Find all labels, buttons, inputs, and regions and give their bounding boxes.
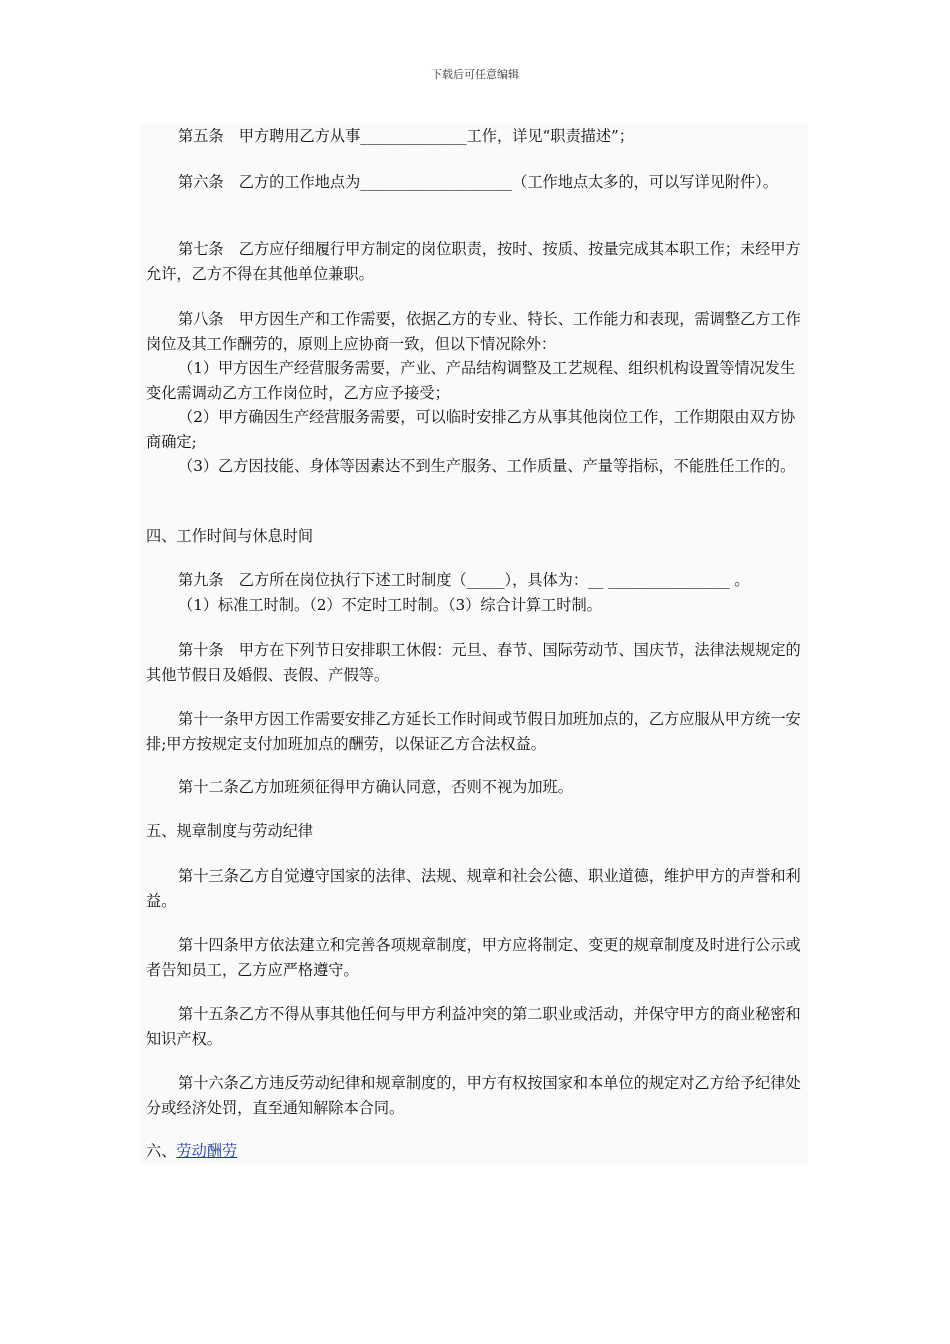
section-heading-5: 五、规章制度与劳动纪律	[146, 822, 314, 840]
document-body	[140, 124, 808, 1164]
article-9-options: （1）标准工时制。（2）不定时工时制。（3）综合计算工时制。	[178, 596, 602, 614]
section-heading-6-prefix: 六、	[146, 1142, 177, 1160]
article-8-item-2: （2）甲方确因生产经营服务需要，可以临时安排乙方从事其他岗位工作，工作期限由双方协商确定;	[146, 408, 796, 451]
section-heading-6	[146, 1139, 806, 1164]
article-8-item-3: （3）乙方因技能、身体等因素达不到生产服务、工作质量、产量等指标，不能胜任工作的。	[178, 457, 796, 475]
article-6: 第六条 乙方的工作地点为____________________（工作地点太多的，可以写详见附件）。	[178, 173, 778, 191]
labor-pay-link[interactable]: 劳动酬劳	[176, 1142, 238, 1160]
article-8: 第八条 甲方因生产和工作需要，依据乙方的专业、特长、工作能力和表现，需调整乙方工作岗位及其工作酬劳的，原则上应协商一致，但以下情况除外：	[146, 310, 801, 353]
article-10: 第十条 甲方在下列节日安排职工休假：元旦、春节、国际劳动节、国庆节，法律法规规定的其他节假日及婚假、丧假、产假等。	[146, 641, 801, 684]
article-13: 第十三条乙方自觉遵守国家的法律、法规、规章和社会公德、职业道德，维护甲方的声誉和利益。	[146, 867, 801, 910]
article-12: 第十二条乙方加班须征得甲方确认同意，否则不视为加班。	[178, 778, 573, 796]
article-8-item-1: （1）甲方因生产经营服务需要，产业、产品结构调整及工艺规程、组织机构设置等情况发生变化需调动乙方工作岗位时，乙方应予接受；	[146, 359, 796, 402]
page-header: 下载后可任意编辑	[431, 68, 519, 81]
article-9: 第九条 乙方所在岗位执行下述工时制度（_____），具体为：__ ________________ 。	[178, 571, 750, 589]
article-7: 第七条 乙方应仔细履行甲方制定的岗位职责，按时、按质、按量完成其本职工作；未经甲方允许，乙方不得在其他单位兼职。	[146, 240, 801, 283]
section-heading-4: 四、工作时间与休息时间	[146, 527, 314, 545]
article-14: 第十四条甲方依法建立和完善各项规章制度，甲方应将制定、变更的规章制度及时进行公示或者告知员工，乙方应严格遵守。	[146, 936, 801, 979]
article-11: 第十一条甲方因工作需要安排乙方延长工作时间或节假日加班加点的，乙方应服从甲方统一安排;甲方按规定支付加班加点的酬劳，以保证乙方合法权益。	[146, 710, 801, 753]
article-5: 第五条 甲方聘用乙方从事______________工作，详见“职责描述”；	[178, 127, 634, 145]
article-15: 第十五条乙方不得从事其他任何与甲方利益冲突的第二职业或活动，并保守甲方的商业秘密和知识产权。	[146, 1005, 801, 1048]
article-16: 第十六条乙方违反劳动纪律和规章制度的，甲方有权按国家和本单位的规定对乙方给予纪律处分或经济处罚，直至通知解除本合同。	[146, 1074, 801, 1117]
